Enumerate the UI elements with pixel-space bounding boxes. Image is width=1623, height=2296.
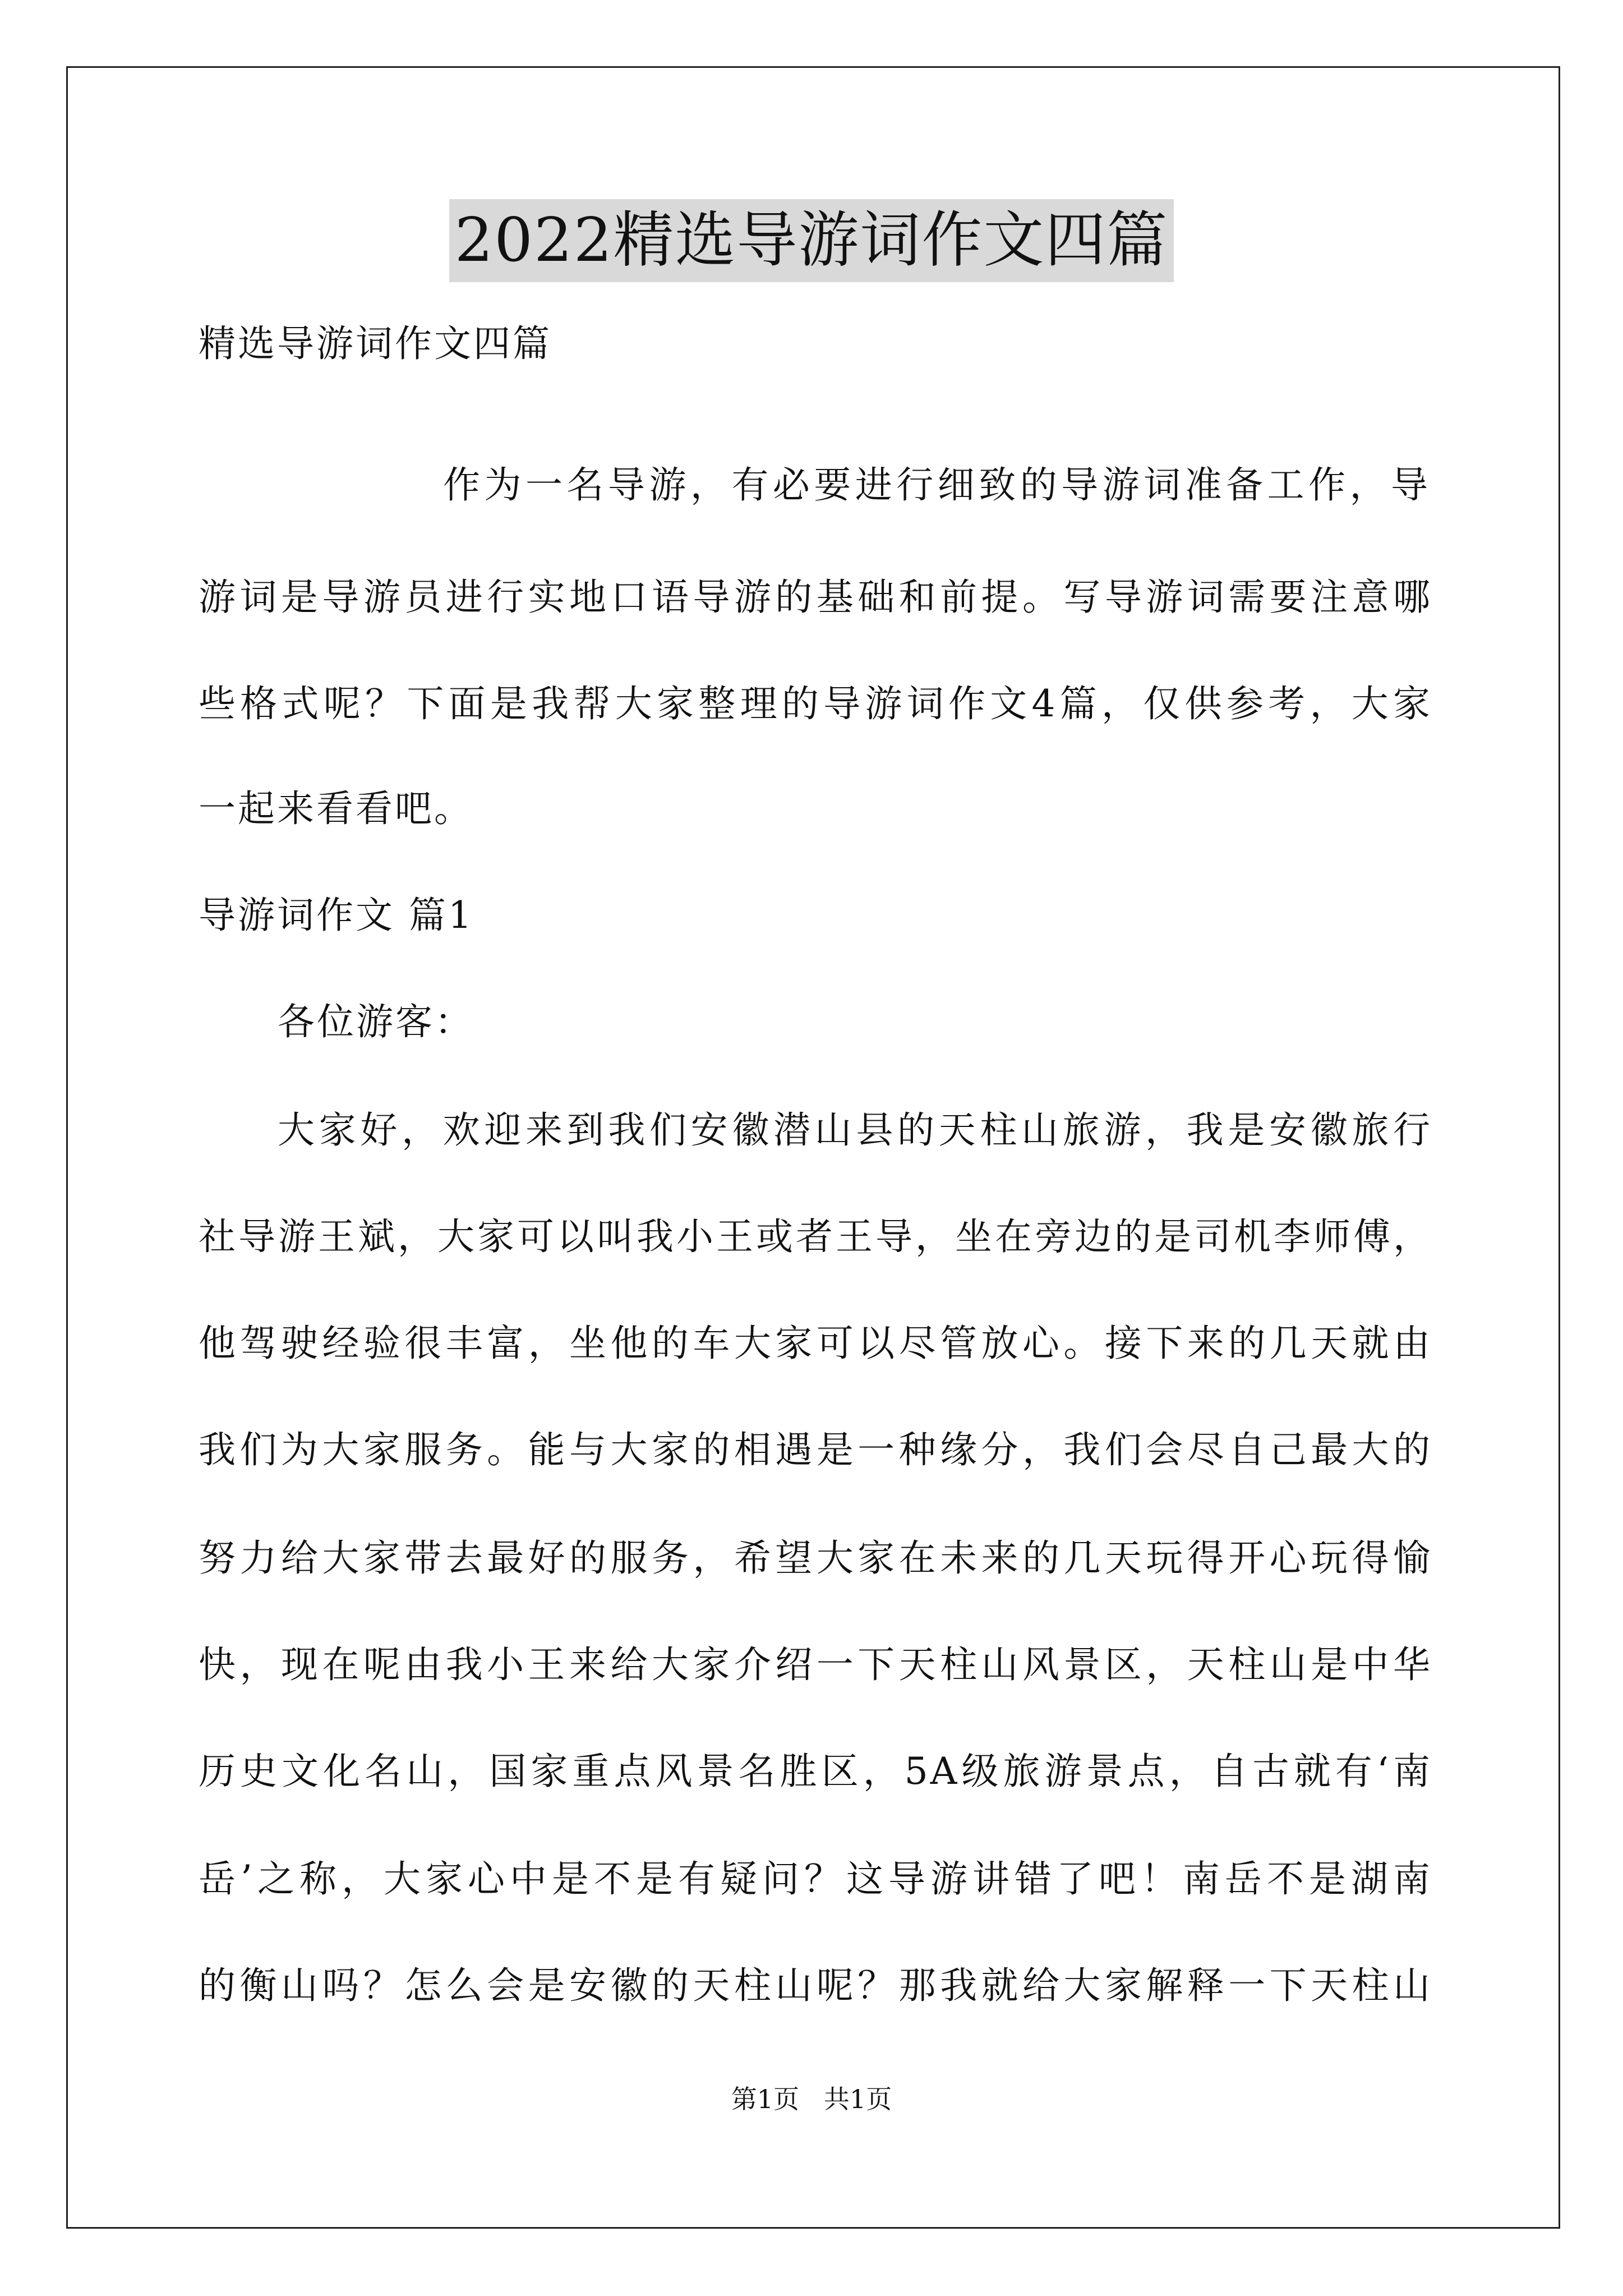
section-heading: 导游词作文 篇1 [199, 894, 474, 937]
paragraph-line: 岳’之称，大家心中是不是有疑问？这导游讲错了吧！南岳不是湖南 [199, 1857, 1432, 1901]
paragraph-line: 我们为大家服务。能与大家的相遇是一种缘分，我们会尽自己最大的 [199, 1428, 1432, 1471]
paragraph-line: 一起来看看吧。 [199, 787, 473, 830]
title-container [0, 199, 1623, 282]
paragraph-line: 各位游客： [278, 1000, 474, 1043]
document-title: 2022精选导游词作文四篇 [449, 199, 1174, 282]
paragraph-line: 快，现在呢由我小王来给大家介绍一下天柱山风景区，天柱山是中华 [199, 1643, 1432, 1686]
paragraph-line: 他驾驶经验很丰富，坐他的车大家可以尽管放心。接下来的几天就由 [199, 1322, 1432, 1365]
page-footer: 第1页 共1页 [731, 2084, 892, 2114]
paragraph-line: 些格式呢？下面是我帮大家整理的导游词作文4篇，仅供参考，大家 [199, 682, 1432, 725]
paragraph-line: 作为一名导游，有必要进行细致的导游词准备工作，导 [443, 463, 1430, 507]
paragraph-line: 社导游王斌，大家可以叫我小王或者王导，坐在旁边的是司机李师傅， [199, 1215, 1432, 1258]
paragraph-line: 游词是导游员进行实地口语导游的基础和前提。写导游词需要注意哪 [199, 576, 1432, 619]
paragraph-line: 的衡山吗？怎么会是安徽的天柱山呢？那我就给大家解释一下天柱山 [199, 1964, 1432, 2007]
paragraph-line: 努力给大家带去最好的服务，希望大家在未来的几天玩得开心玩得愉 [199, 1536, 1432, 1580]
paragraph-line: 大家好，欢迎来到我们安徽潜山县的天柱山旅游，我是安徽旅行 [278, 1108, 1432, 1152]
subtitle-line: 精选导游词作文四篇 [199, 322, 552, 365]
paragraph-line: 历史文化名山，国家重点风景名胜区，5A级旅游景点，自古就有‘南 [199, 1750, 1432, 1793]
